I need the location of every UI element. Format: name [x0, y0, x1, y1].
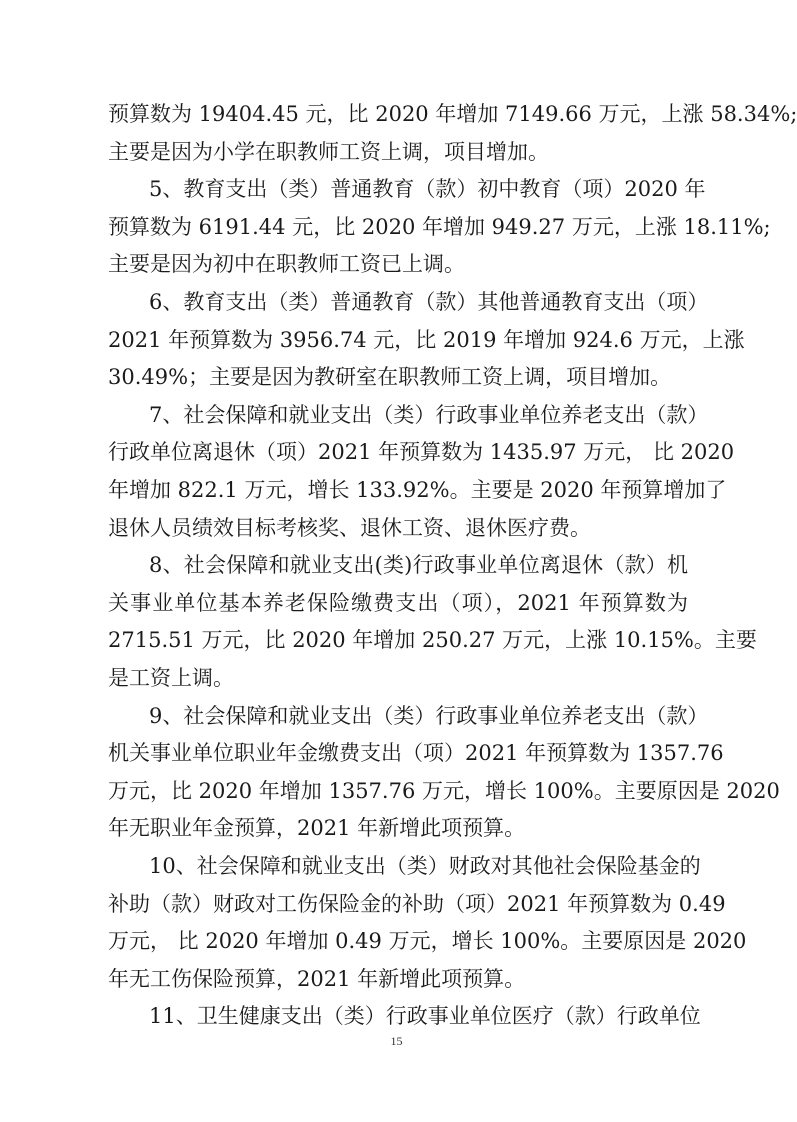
text-line: 5、教育支出（类）普通教育（款）初中教育（项）2020 年	[149, 177, 706, 202]
text-line: 万元，比 2020 年增加 1357.76 万元，增长 100%。主要原因是 2020	[108, 778, 780, 803]
text-line: 10、社会保障和就业支出（类）财政对其他社会保险基金的	[149, 854, 701, 878]
text-line: 预算数为 6191.44 元，比 2020 年增加 949.27 万元，上涨 18.11%;	[108, 214, 771, 239]
text-line: 主要是因为初中在职教师工资已上调。	[108, 252, 465, 277]
page-number: 15	[390, 1034, 403, 1048]
text-line: 补助（款）财政对工伤保险金的补助（项）2021 年预算数为 0.49	[108, 891, 726, 916]
text-line: 退休人员绩效目标考核奖、退休工资、退休医疗费。	[108, 515, 591, 540]
text-line: 预算数为 19404.45 元，比 2020 年增加 7149.66 万元，上涨 58.34%;	[108, 102, 797, 126]
text-line: 8、社会保障和就业支出(类)行政事业单位离退休（款）机	[149, 553, 688, 578]
text-line: 年无工伤保险预算，2021 年新增此项预算。	[108, 966, 526, 991]
text-line: 年增加 822.1 万元，增长 133.92%。主要是 2020 年预算增加了	[108, 478, 727, 502]
text-line: 主要是因为小学在职教师工资上调，项目增加。	[108, 139, 549, 164]
text-line: 30.49%；主要是因为教研室在职教师工资上调，项目增加。	[108, 365, 672, 390]
text-line: 是工资上调。	[108, 666, 234, 690]
text-line: 2715.51 万元，比 2020 年增加 250.27 万元，上涨 10.15%。主要	[108, 628, 757, 653]
text-line: 2021 年预算数为 3956.74 元，比 2019 年增加 924.6 万元，上涨	[108, 327, 745, 352]
text-line: 万元， 比 2020 年增加 0.49 万元，增长 100%。主要原因是 2020	[108, 929, 747, 954]
text-line: 关事业单位基本养老保险缴费支出（项），2021 年预算数为	[108, 590, 688, 615]
text-line: 行政单位离退休（项）2021 年预算数为 1435.97 万元， 比 2020	[108, 440, 735, 465]
text-line: 7、社会保障和就业支出（类）行政事业单位养老支出（款）	[149, 402, 709, 427]
text-line: 年无职业年金预算，2021 年新增此项预算。	[108, 816, 526, 841]
text-line: 6、教育支出（类）普通教育（款）其他普通教育支出（项）	[149, 290, 709, 314]
text-line: 机关事业单位职业年金缴费支出（项）2021 年预算数为 1357.76	[108, 741, 724, 766]
text-line: 9、社会保障和就业支出（类）行政事业单位养老支出（款）	[149, 703, 709, 728]
text-line: 11、卫生健康支出（类）行政事业单位医疗（款）行政单位	[149, 1004, 701, 1029]
